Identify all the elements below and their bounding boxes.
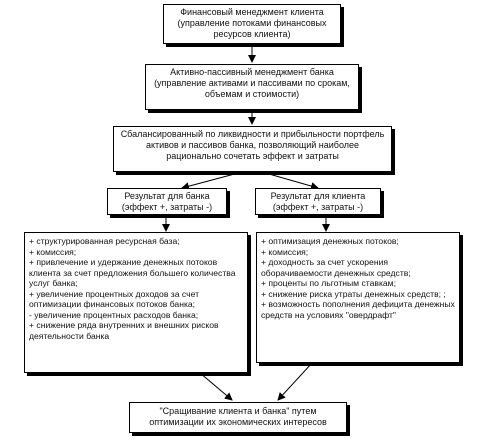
bank-benefit-item: + комиссия; xyxy=(29,246,77,257)
box-balanced-portfolio xyxy=(113,126,392,172)
box-client-bank-merge-text: "Сращивание клиента и банка" путем оптимизации их экономических интересов xyxy=(149,406,327,427)
box-bank-alm xyxy=(145,64,359,110)
box-client-result-text: Результат для клиента (эффект +, затраты -) xyxy=(270,191,366,212)
box-client-financial-management xyxy=(163,4,341,44)
box-bank-alm-text: Активно-пассивный менеджмент банка (управление активами и пассивами по срокам, объемам и стоимости) xyxy=(154,67,350,99)
arrow-3-to-client xyxy=(262,172,318,188)
box-client-bank-merge xyxy=(129,402,347,433)
bank-benefit-item: - увеличение процентных расходов банка; xyxy=(29,309,199,320)
box-bank-result-text: Результат для банка (эффект +, затраты -) xyxy=(121,191,213,212)
client-benefits-list xyxy=(261,236,455,320)
box-bank-result xyxy=(107,188,227,215)
bank-benefit-item: + привлечение и удержание денежных потоков клиента за счет предложения большего количества услуг банка; xyxy=(29,257,236,288)
client-benefit-item: + доходность за счет ускорения оборачиваемости денежных средств; xyxy=(261,257,411,278)
client-benefit-item: + комиссия; xyxy=(261,246,309,257)
client-benefit-item: + возможность пополнения дефицита денежных средств на условиях "овердрафт" xyxy=(261,299,455,320)
client-benefit-item: + снижение риска утраты денежных средств; ; xyxy=(261,288,446,299)
arrow-clientlist-to-bottom xyxy=(278,363,312,400)
box-bank-benefits xyxy=(24,232,248,373)
box-client-result xyxy=(255,188,381,215)
arrow-banklist-to-bottom xyxy=(200,373,232,400)
bank-benefits-list xyxy=(29,236,243,341)
bank-benefit-item: + увеличение процентных доходов за счет оптимизации финансовых потоков банка; xyxy=(29,288,200,309)
client-benefit-item: + проценты по льготным ставкам; xyxy=(261,278,396,288)
client-benefit-item: + оптимизация денежных потоков; xyxy=(261,236,399,246)
bank-benefit-item: + структурированная ресурсная база; xyxy=(29,236,180,246)
arrow-3-to-bank xyxy=(182,172,242,188)
box-client-benefits xyxy=(256,232,460,363)
box-client-financial-management-text: Финансовый менеджмент клиента (управление потоками финансовых ресурсов клиента) xyxy=(177,7,327,39)
box-balanced-portfolio-text: Сбалансированный по ликвидности и прибыльности портфель активов и пассивов банка, позволяющий наиболее рационально сочетать эффект и затраты xyxy=(120,129,385,161)
bank-benefit-item: + снижение ряда внутренних и внешних рисков деятельности банка xyxy=(29,320,219,341)
